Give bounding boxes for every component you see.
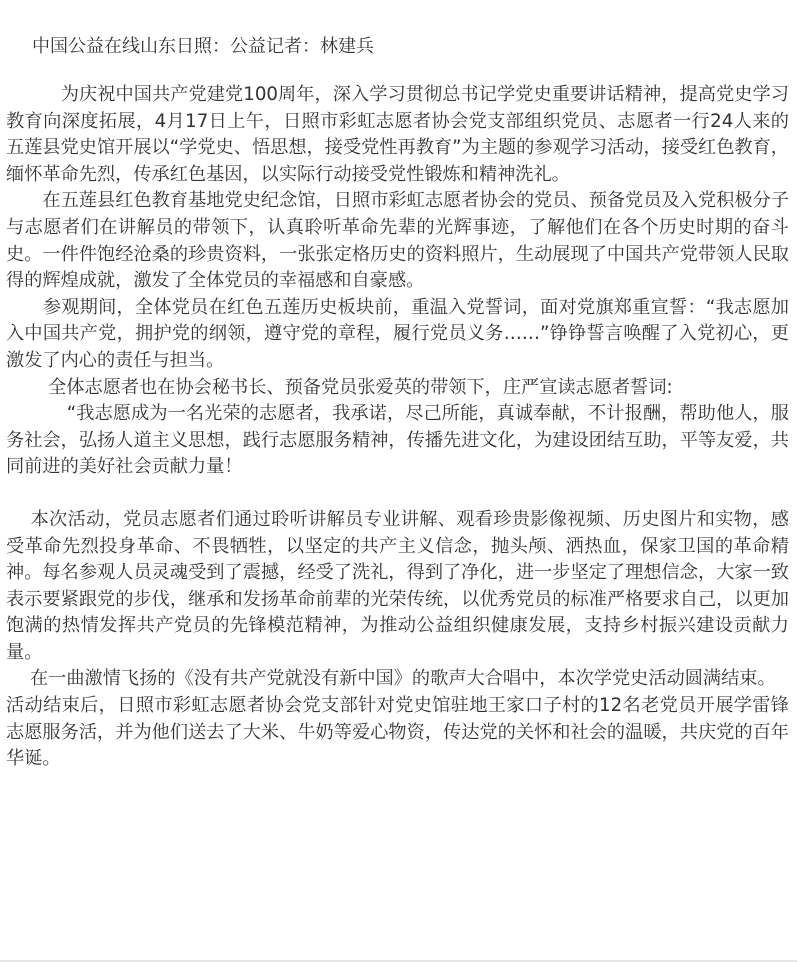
paragraph-volunteer-lead: 全体志愿者也在协会秘书长、预备党员张爱英的带领下，庄严宣读志愿者誓词:	[6, 376, 673, 398]
paragraph-spacer	[6, 481, 789, 507]
paragraph-after-activity: 活动结束后，日照市彩虹志愿者协会党支部针对党史馆驻地王家口子村的12名老党员开展学雷锋志愿服务活，并为他们送去了大米、牛奶等爱心物资，传达党的关怀和社会的温暖，共庆党的百年华诞。	[6, 695, 789, 770]
paragraph-party-oath: 参观期间，全体党员在红色五莲历史板块前，重温入党誓词，面对党旗郑重宣誓：“我志愿加入中国共产党，拥护党的纲领，遵守党的章程，履行党员义务……”铮铮誓言唤醒了入党初心，更激发了内心的责任与担当。	[6, 296, 789, 371]
paragraph-memorial-hall: 在五莲县红色教育基地党史纪念馆，日照市彩虹志愿者协会的党员、预备党员及入党积极分子与志愿者们在讲解员的带领下，认真聆听革命先辈的光辉事迹，了解他们在各个历史时期的奋斗史。一件件饱经沧桑的珍贵资料，一张张定格历史的资料照片，生动展现了中国共产党带领人民取得的辉煌成就，激发了全体党员的幸福感和自豪感。	[6, 190, 789, 292]
paragraph-intro: 为庆祝中国共产党建党100周年，深入学习贯彻总书记学党史重要讲话精神，提高党史学习教育向深度拓展，4月17日上午，日照市彩虹志愿者协会党支部组织党员、志愿者一行24人来的五莲县党史馆开展以“学党史、悟思想，接受党性再教育”为主题的参观学习活动，接受红色教育，缅怀革命先烈，传承红色基因，以实际行动接受党性锻炼和精神洗礼。	[6, 84, 789, 185]
paragraph-closing-song: 在一曲激情飞扬的《没有共产党就没有新中国》的歌声大合唱中，本次学党史活动圆满结束。	[6, 668, 776, 690]
paragraph-volunteer-oath: “我志愿成为一名光荣的志愿者，我承诺，尽己所能，真诚奉献，不计报酬，帮助他人，服务社会，弘扬人道主义思想，践行志愿服务精神，传播先进文化，为建设团结互助，平等友爱，共同前进的美好社会贡献力量！	[6, 403, 789, 478]
byline: 中国公益在线山东日照：公益记者：林建兵	[32, 36, 374, 57]
paragraph-summary: 本次活动，党员志愿者们通过聆听讲解员专业讲解、观看珍贵影像视频、历史图片和实物，感受革命先烈投身革命、不畏牺牲，以坚定的共产主义信念，抛头颅、洒热血，保家卫国的革命精神。每名参观人员灵魂受到了震撼，经受了洗礼，得到了净化，进一步坚定了理想信念，大家一致表示要紧跟党的步伐，继承和发扬革命前辈的光荣传统，以优秀党员的标准严格要求自己，以更加饱满的热情发挥共产党员的先锋模范精神，为推动公益组织健康发展，支持乡村振兴建设贡献力量。	[6, 508, 789, 663]
